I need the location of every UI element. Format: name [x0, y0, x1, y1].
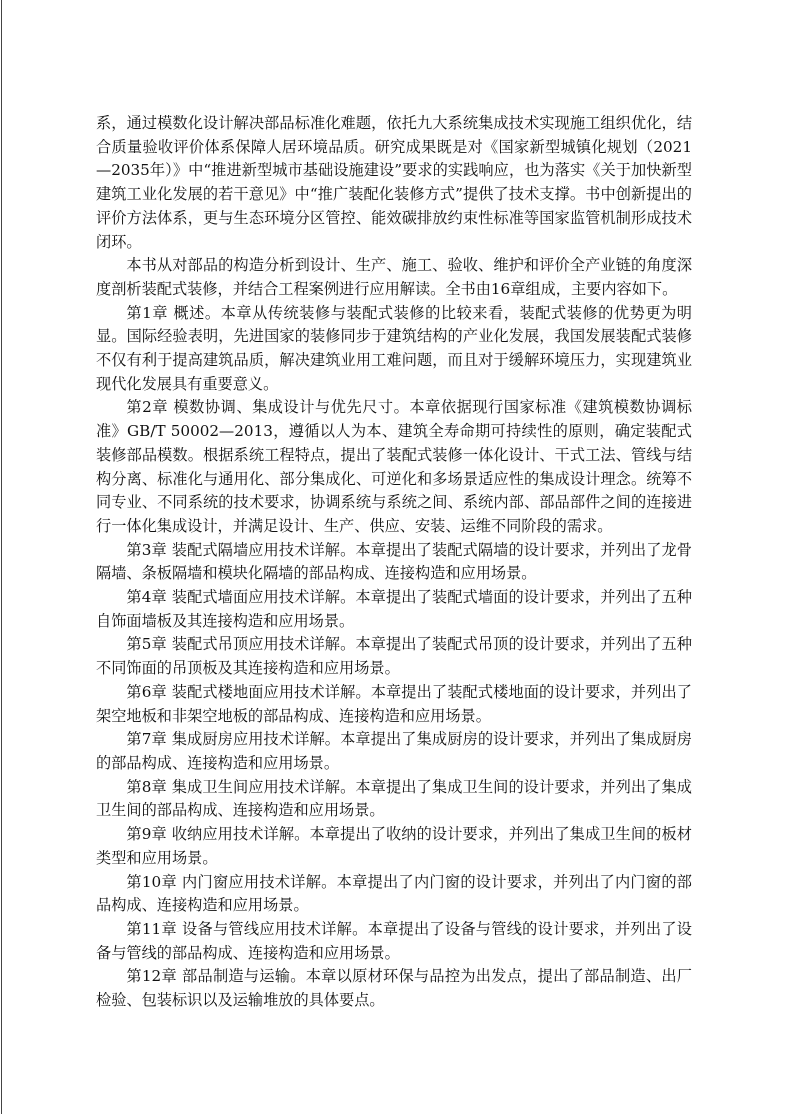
paragraph-chapter-6: 第6章 装配式楼地面应用技术详解。本章提出了装配式楼地面的设计要求，并列出了架空地板和非架空地板的部品构成、连接构造和应用场景。	[96, 682, 692, 725]
paragraph-chapter-7: 第7章 集成厨房应用技术详解。本章提出了集成厨房的设计要求，并列出了集成厨房的部品构成、连接构造和应用场景。	[96, 730, 692, 772]
paragraph-chapter-5: 第5章 装配式吊顶应用技术详解。本章提出了装配式吊顶的设计要求，并列出了五种不同饰面的吊顶板及其连接构造和应用场景。	[96, 635, 692, 678]
paragraph-chapter-8: 第8章 集成卫生间应用技术详解。本章提出了集成卫生间的设计要求，并列出了集成卫生间的部品构成、连接构造和应用场景。	[96, 777, 692, 820]
paragraph-chapter-10: 第10章 内门窗应用技术详解。本章提出了内门窗的设计要求，并列出了内门窗的部品构成、连接构造和应用场景。	[96, 872, 692, 915]
paragraph-chapter-9: 第9章 收纳应用技术详解。本章提出了收纳的设计要求，并列出了集成卫生间的板材类型和应用场景。	[96, 825, 692, 867]
paragraph-continuation: 系，通过模数化设计解决部品标准化难题，依托九大系统集成技术实现施工组织优化，结合质量验收评价体系保障人居环境品质。研究成果既是对《国家新型城镇化规划（2021—2035年）》中“推进新型城市基础设施建设”要求的实践响应，也为落实《关于加快新型建筑工业化发展的若干意见》中“推广装配化装修方式”提供了技术支撑。书中创新提出的评价方法体系，更与生态环境分区管控、能效碳排放约束性标准等国家监管机制形成技术闭环。	[96, 114, 692, 251]
paragraph-chapter-12: 第12章 部品制造与运输。本章以原材环保与品控为出发点，提出了部品制造、出厂检验、包装标识以及运输堆放的具体要点。	[96, 967, 692, 1010]
paragraph-chapter-4: 第4章 装配式墙面应用技术详解。本章提出了装配式墙面的设计要求，并列出了五种自饰面墙板及其连接构造和应用场景。	[96, 588, 692, 630]
paragraph-chapter-3: 第3章 装配式隔墙应用技术详解。本章提出了装配式隔墙的设计要求，并列出了龙骨隔墙、条板隔墙和模块化隔墙的部品构成、连接构造和应用场景。	[96, 540, 692, 583]
paragraph-chapter-11: 第11章 设备与管线应用技术详解。本章提出了设备与管线的设计要求，并列出了设备与管线的部品构成、连接构造和应用场景。	[96, 919, 692, 962]
paragraph-intro: 本书从对部品的构造分析到设计、生产、施工、验收、维护和评价全产业链的角度深度剖析装配式装修，并结合工程案例进行应用解读。全书由16章组成，主要内容如下。	[96, 256, 692, 298]
paragraph-chapter-2: 第2章 模数协调、集成设计与优先尺寸。本章依据现行国家标准《建筑模数协调标准》GB/T 50002—2013，遵循以人为本、建筑全寿命期可持续性的原则，确定装配式装修部品模数。根据系统工程特点，提出了装配式装修一体化设计、干式工法、管线与结构分离、标准化与通用化、部分集成化、可逆化和多场景适应性的集成设计理念。统筹不同专业、不同系统的技术要求，协调系统与系统之间、系统内部、部品部件之间的连接进行一体化集成设计，并满足设计、生产、供应、安装、运维不同阶段的需求。	[96, 398, 692, 535]
paragraph-chapter-1: 第1章 概述。本章从传统装修与装配式装修的比较来看，装配式装修的优势更为明显。国际经验表明，先进国家的装修同步于建筑结构的产业化发展，我国发展装配式装修不仅有利于提高建筑品质，解决建筑业用工难问题，而且对于缓解环境压力，实现建筑业现代化发展具有重要意义。	[96, 303, 692, 393]
body-text	[96, 112, 692, 1013]
